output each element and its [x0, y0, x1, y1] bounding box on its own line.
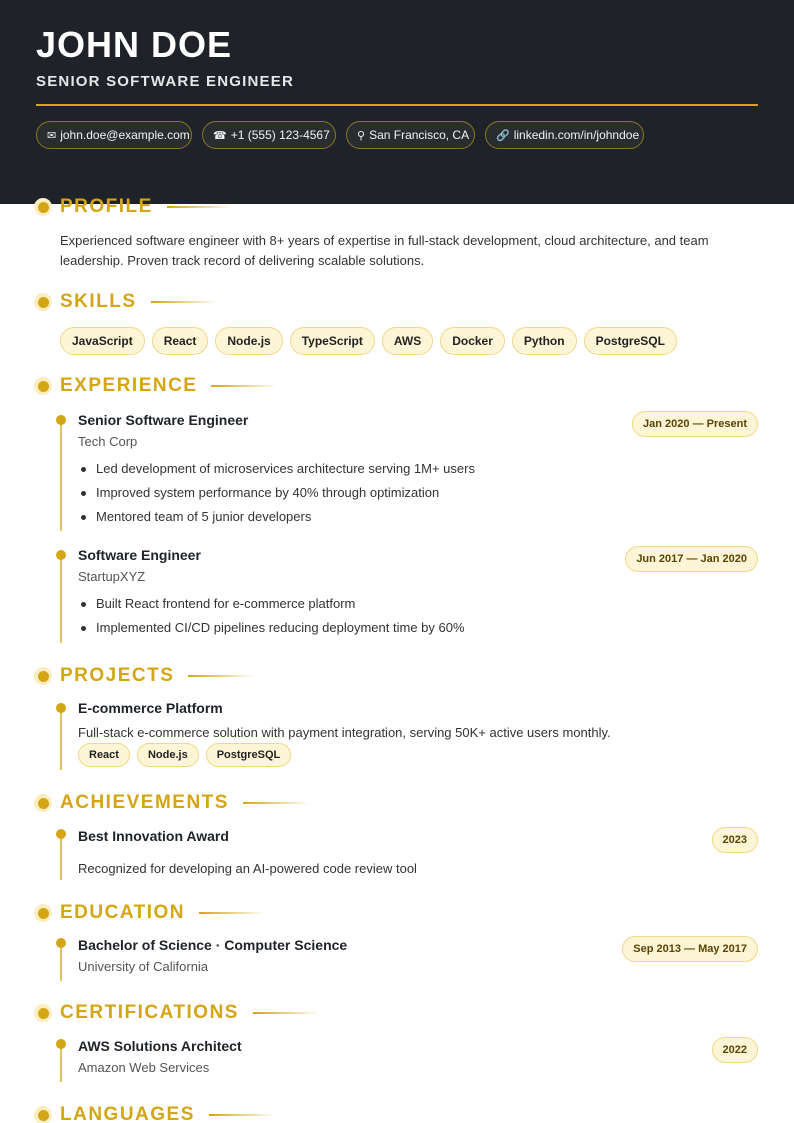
timeline-dot [56, 938, 66, 948]
profile-title: PROFILE [60, 196, 153, 217]
section-marker-icon [34, 1106, 52, 1123]
section-accent-line [151, 301, 215, 303]
education-school: University of California [78, 959, 209, 974]
project-title: E-commerce Platform [78, 700, 223, 716]
contact-location-text: San Francisco, CA [369, 128, 470, 142]
contact-list [36, 121, 644, 149]
job-bullets [96, 460, 475, 532]
skill-tag: JavaScript [60, 327, 145, 355]
skill-tag: TypeScript [290, 327, 375, 355]
timeline-dot [56, 703, 66, 713]
timeline-line [60, 418, 62, 531]
contact-phone-text: +1 (555) 123-4567 [230, 128, 330, 142]
skill-tag: Docker [440, 327, 505, 355]
contact-email[interactable] [36, 121, 192, 149]
section-accent-line [188, 675, 252, 677]
skill-tag: PostgreSQL [584, 327, 677, 355]
section-accent-line [243, 802, 307, 804]
education-dates-badge: Sep 2013 — May 2017 [622, 936, 758, 962]
phone-icon: ☎ [213, 129, 227, 142]
timeline-dot [56, 829, 66, 839]
skill-tag: Python [512, 327, 577, 355]
list-item: Led development of microservices architecture serving 1M+ users [96, 460, 475, 484]
contact-email-text: john.doe@example.com [60, 128, 190, 142]
section-accent-line [199, 912, 263, 914]
project-tags [78, 743, 291, 767]
job-dates-badge: Jun 2017 — Jan 2020 [625, 546, 758, 572]
experience-heading [34, 376, 275, 396]
header-divider [36, 104, 758, 106]
job-title: Senior Software Engineer [78, 412, 249, 428]
skills-list [60, 327, 677, 355]
section-accent-line [211, 385, 275, 387]
section-accent-line [167, 206, 231, 208]
list-item: Mentored team of 5 junior developers [96, 508, 475, 532]
education-degree: Bachelor of Science · Computer Science [78, 937, 348, 953]
location-pin-icon: ⚲ [357, 129, 366, 142]
skill-tag: Node.js [215, 327, 282, 355]
skills-heading [34, 292, 215, 312]
list-item: Built React frontend for e-commerce platform [96, 595, 465, 619]
link-icon: 🔗 [496, 129, 510, 142]
achievements-title: ACHIEVEMENTS [60, 792, 229, 813]
certifications-heading [34, 1003, 317, 1023]
timeline-dot [56, 550, 66, 560]
envelope-icon: ✉ [47, 129, 57, 142]
certification-year-badge: 2022 [712, 1037, 758, 1063]
achievement-title: Best Innovation Award [78, 828, 229, 844]
project-tag: React [78, 743, 130, 767]
job-company: StartupXYZ [78, 569, 146, 584]
section-marker-icon [34, 198, 52, 216]
job-title: Software Engineer [78, 547, 201, 563]
contact-linkedin[interactable] [485, 121, 644, 149]
contact-linkedin-text: linkedin.com/in/johndoe [513, 128, 640, 142]
list-item: Implemented CI/CD pipelines reducing deployment time by 60% [96, 619, 465, 643]
timeline-line [60, 706, 62, 770]
languages-heading [34, 1105, 273, 1123]
experience-title: EXPERIENCE [60, 375, 198, 396]
certification-issuer: Amazon Web Services [78, 1060, 210, 1075]
achievement-description: Recognized for developing an AI-powered code review tool [78, 861, 417, 876]
candidate-name: JOHN DOE [36, 24, 233, 65]
list-item: Improved system performance by 40% through optimization [96, 484, 475, 508]
section-accent-line [209, 1114, 273, 1116]
timeline-line [60, 553, 62, 643]
contact-phone[interactable] [202, 121, 336, 149]
timeline-dot [56, 415, 66, 425]
resume-header [0, 0, 794, 204]
projects-title: PROJECTS [60, 665, 175, 686]
skill-tag: AWS [382, 327, 433, 355]
section-marker-icon [34, 1004, 52, 1022]
contact-location[interactable] [346, 121, 475, 149]
certifications-title: CERTIFICATIONS [60, 1002, 239, 1023]
job-company: Tech Corp [78, 434, 138, 449]
languages-title: LANGUAGES [60, 1104, 195, 1123]
timeline-line [60, 832, 62, 880]
education-title: EDUCATION [60, 902, 186, 923]
achievements-heading [34, 793, 307, 813]
job-dates-badge: Jan 2020 — Present [632, 411, 758, 437]
section-marker-icon [34, 904, 52, 922]
education-heading [34, 903, 263, 923]
section-marker-icon [34, 377, 52, 395]
timeline-dot [56, 1039, 66, 1049]
job-bullets [96, 595, 465, 643]
project-tag: PostgreSQL [206, 743, 292, 767]
section-marker-icon [34, 794, 52, 812]
candidate-title: SENIOR SOFTWARE ENGINEER [36, 73, 294, 90]
project-description: Full-stack e-commerce solution with payment integration, serving 50K+ active users monthly. [78, 725, 611, 740]
section-accent-line [253, 1012, 317, 1014]
section-marker-icon [34, 293, 52, 311]
skill-tag: React [152, 327, 209, 355]
certification-title: AWS Solutions Architect [78, 1038, 242, 1054]
profile-text: Experienced software engineer with 8+ years of expertise in full-stack development, cloud architecture, and team leadership. Proven track record of delivering scalable solutions. [60, 233, 709, 268]
profile-heading [34, 197, 231, 217]
projects-heading [34, 666, 252, 686]
skills-title: SKILLS [60, 291, 137, 312]
project-tag: Node.js [137, 743, 199, 767]
achievement-year-badge: 2023 [712, 827, 758, 853]
section-marker-icon [34, 667, 52, 685]
